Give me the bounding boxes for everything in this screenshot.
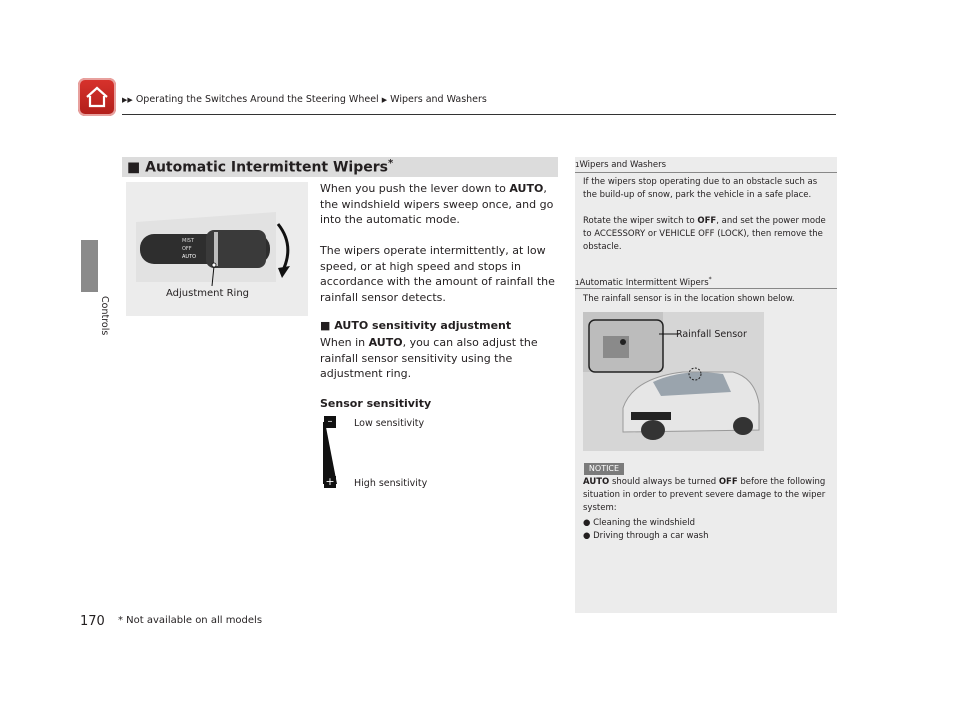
notice-text-2: before the following situation in order to prevent severe damage to the wiper system: [583, 477, 826, 513]
bullet-icon: ● [583, 531, 591, 541]
note1-text-b-1: Rotate the wiper switch to [583, 216, 698, 226]
sensitivity-wedge-graphic [322, 418, 338, 490]
note2-title: Automatic Intermittent Wipers [579, 277, 709, 288]
side-tab-label-wrap [100, 296, 112, 342]
operation-paragraph: The wipers operate intermittently, at low speed, or at high speed and stops in accordance with the amount of rainfall the rainfall sensor detects. [320, 244, 555, 304]
note1-text-b-2: , and set the power mode to ACCESSORY or VEHICLE OFF (LOCK), then remove the obstacle. [583, 216, 826, 252]
bullet-text: Cleaning the windshield [593, 518, 696, 528]
subheading-text: AUTO sensitivity adjustment [334, 319, 512, 332]
note1-heading [575, 160, 666, 170]
minus-icon: – [324, 416, 336, 428]
sensitivity-auto-bold: AUTO [368, 336, 403, 349]
side-tab-marker [81, 240, 98, 292]
list-item [583, 517, 695, 530]
svg-text:MIST: MIST [182, 238, 195, 244]
note1-text-a: If the wipers stop operating due to an obstacle such as the build-up of snow, park the vehicle in a safe place. [583, 177, 818, 200]
intro-paragraph [320, 181, 560, 228]
breadcrumb-arrow-icon: ▶▶ [122, 96, 133, 104]
high-sensitivity-label: High sensitivity [354, 478, 428, 489]
note2-ref-number: 1 [575, 278, 580, 287]
plus-icon: + [325, 475, 335, 488]
header-divider [122, 114, 836, 115]
intro-text-1: When you push the lever down to [320, 182, 510, 195]
sensitivity-paragraph [320, 335, 560, 382]
breadcrumb-arrow-icon: ▶ [381, 96, 388, 104]
subheading-marker: ■ [320, 319, 331, 332]
breadcrumb-link-controls[interactable]: Operating the Switches Around the Steering Wheel [135, 94, 379, 105]
bullet-text: Driving through a car wash [593, 531, 709, 541]
note1-off-bold: OFF [697, 216, 717, 226]
sensitivity-subheading [320, 319, 511, 332]
bullet-icon: ● [583, 518, 591, 528]
footnote: * Not available on all models [118, 615, 263, 626]
notice-auto-bold: AUTO [583, 477, 610, 487]
note1-text-b [583, 215, 831, 254]
sensor-sensitivity-heading: Sensor sensitivity [320, 397, 432, 410]
note2-asterisk: * [708, 276, 712, 283]
notice-off-bold: OFF [718, 477, 738, 487]
breadcrumb-link-wipers[interactable]: Wipers and Washers [390, 94, 487, 105]
note1-title: Wipers and Washers [579, 160, 667, 170]
breadcrumb [122, 94, 487, 105]
section-asterisk: * [387, 158, 394, 169]
intro-auto-bold: AUTO [509, 182, 544, 195]
section-title [127, 158, 393, 176]
rainfall-sensor-label: Rainfall Sensor [676, 329, 747, 340]
note2-heading [575, 276, 712, 288]
adjustment-ring-label: Adjustment Ring [166, 288, 250, 299]
notice-text-1: should always be turned [609, 477, 719, 487]
notice-badge: NOTICE [584, 463, 624, 475]
note1-divider [575, 172, 837, 173]
sensitivity-text-2: , you can also adjust the rainfall sensor sensitivity using the adjustment ring. [320, 336, 538, 380]
home-icon[interactable] [78, 78, 116, 116]
list-item [583, 530, 708, 543]
sensitivity-text-1: When in [320, 336, 369, 349]
notice-text [583, 476, 831, 515]
note2-divider [575, 288, 837, 289]
note2-text: The rainfall sensor is in the location shown below. [583, 294, 795, 304]
intro-text-2: , the windshield wipers sweep once, and go into the automatic mode. [320, 182, 554, 226]
side-tab-label[interactable]: Controls [99, 296, 110, 336]
page-number: 170 [80, 614, 105, 629]
low-sensitivity-label: Low sensitivity [354, 418, 425, 429]
svg-text:AUTO: AUTO [182, 254, 197, 260]
svg-text:OFF: OFF [182, 246, 192, 252]
section-title-text: Automatic Intermittent Wipers [145, 159, 388, 176]
section-marker: ■ [127, 159, 141, 176]
note1-ref-number: 1 [575, 161, 580, 169]
